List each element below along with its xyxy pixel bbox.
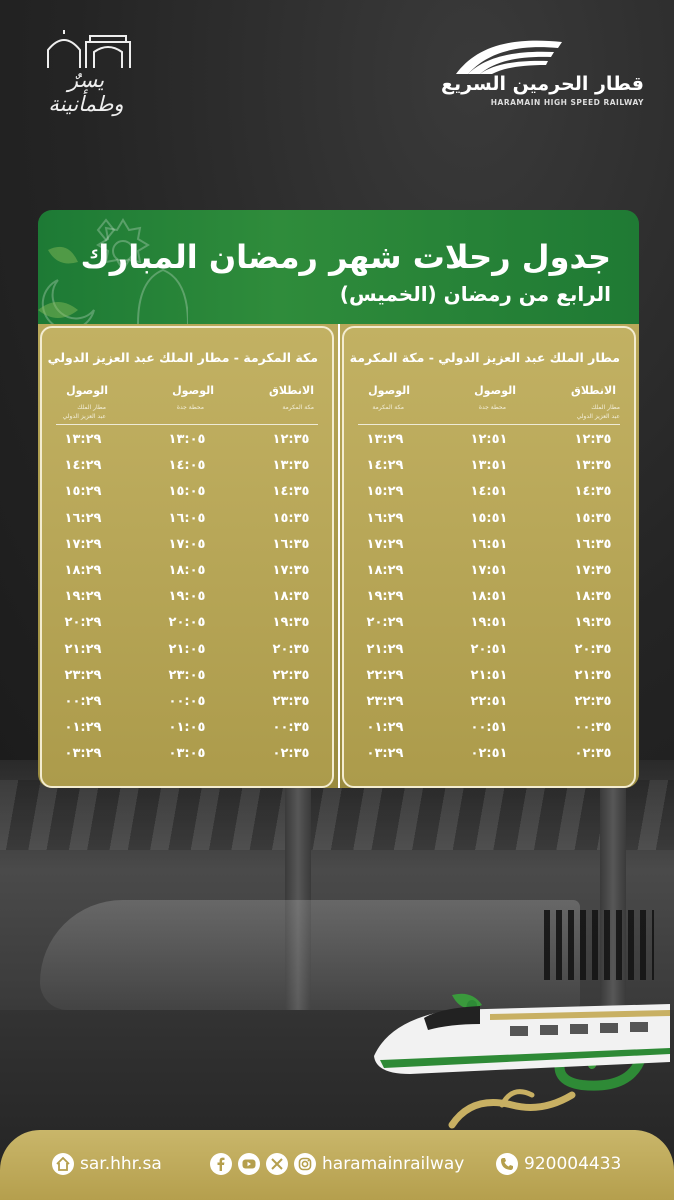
departure-time: ١٢:٣٥ [272,432,310,447]
arrival-time: ١٤:٥١ [470,484,508,500]
departure-time: ١٧:٣٥ [574,563,612,578]
departure-time: ٢٢:٣٥ [272,667,310,683]
departure-time: ١٢:٣٥ [574,432,612,447]
arrival-time: ١٥:٢٩ [64,484,102,500]
arrival-time: ٠٠:٠٥ [168,694,206,709]
column-header-arrival: الوصول [474,384,516,397]
arrival-time: ١٣:٢٩ [366,432,404,447]
arrival-time: ١٨:٥١ [470,589,508,605]
departure-time: ١٨:٣٥ [574,589,612,605]
departure-time: ١٤:٣٥ [272,484,310,500]
brand-name-en: HARAMAIN HIGH SPEED RAILWAY [490,98,644,107]
arrival-time: ١٣:٠٥ [168,432,206,447]
passengers [544,910,654,980]
column-subheader: محطة جدة [176,404,204,411]
departure-time: ٠٠:٣٥ [574,720,612,736]
instagram-icon[interactable] [294,1153,316,1175]
table-row [42,668,332,694]
arrival-time: ٢٣:٢٩ [64,667,102,683]
arrival-time: ٠٣:٢٩ [366,746,404,762]
mosque-dome-icon [34,28,138,72]
arrival-time: ١٦:٥١ [470,536,508,552]
arrival-time: ١٣:٥١ [470,458,508,474]
arrival-time: ١٨:٢٩ [64,563,102,578]
departure-time: ٢١:٣٥ [574,667,612,683]
departure-time: ٢٣:٣٥ [272,694,310,709]
table-row [42,511,332,537]
arrival-time: ١٧:٢٩ [366,536,404,552]
table-row [42,694,332,720]
arrival-time: ١٥:٢٩ [366,484,404,500]
table-row [344,615,634,641]
column-subheader: مطار الملك عبد العزيز الدولي [62,404,106,420]
arrival-time: ٢٠:٢٩ [366,615,404,631]
table-row [42,537,332,563]
table-row [42,432,332,458]
station-roof [0,780,674,850]
train-icon [370,990,674,1090]
departure-time: ٠٢:٣٥ [272,746,310,762]
arrival-time: ٢٣:٢٩ [366,694,404,709]
departure-time: ١٤:٣٥ [574,484,612,500]
timetable-makkah-to-airport [40,326,334,788]
arrival-time: ٢٠:٢٩ [64,615,102,631]
arrival-time: ١٤:٠٥ [168,458,206,474]
arrival-time: ٢٢:٢٩ [366,667,404,683]
arrival-time: ١٧:٥١ [470,563,508,578]
departure-time: ٢٠:٣٥ [272,641,310,657]
home-icon [52,1153,74,1175]
train-logo-icon [454,30,564,76]
arrival-time: ١٥:٠٥ [168,484,206,500]
route-title: مكة المكرمة - مطار الملك عبد العزيز الدولي [47,350,318,365]
arrival-time: ٠١:٢٩ [64,720,102,736]
table-row [344,563,634,589]
table-row [42,720,332,746]
arrival-time: ٢٠:٠٥ [168,615,206,631]
table-row [42,746,332,772]
timetable-airport-to-makkah [342,326,636,788]
schedule-date: الرابع من رمضان (الخميس) [339,282,611,306]
phone-number: 920004433 [524,1154,622,1174]
table-row [42,484,332,510]
column-subheader: مكة المكرمة [282,404,314,411]
arrival-time: ٠٣:٢٩ [64,746,102,762]
arrival-time: ١٩:٢٩ [64,589,102,605]
column-header-arrival: الوصول [172,384,214,397]
arrival-time: ١٨:٢٩ [366,563,404,578]
table-row [344,694,634,720]
arrival-time: ١٨:٠٥ [168,563,206,578]
phone-icon [496,1153,518,1175]
table-row [344,484,634,510]
arrival-time: ١٦:٠٥ [168,510,206,526]
campaign-logo [34,28,138,116]
arrival-time: ١٧:٢٩ [64,536,102,552]
arrival-time: ٢٠:٥١ [470,641,508,657]
table-row [344,432,634,458]
table-row [344,720,634,746]
arrival-time: ١٤:٢٩ [64,458,102,474]
table-row [344,537,634,563]
slogan-text: يسرٌ وطمأنينة [48,68,124,116]
social-links [210,1153,464,1175]
schedule-header [38,210,639,324]
website-link[interactable] [52,1153,162,1175]
arrival-time: ٢١:٢٩ [366,641,404,657]
column-subheader: مطار الملك عبد العزيز الدولي [576,404,620,420]
table-row [42,642,332,668]
arrival-time: ٢٢:٥١ [470,694,508,709]
header-divider [358,424,620,425]
departure-time: ٢٠:٣٥ [574,641,612,657]
table-row [344,511,634,537]
departure-time: ٠٢:٣٥ [574,746,612,762]
arrival-time: ١٩:٠٥ [168,589,206,605]
social-handle[interactable]: haramainrailway [322,1154,465,1174]
table-row [344,668,634,694]
table-row [344,746,634,772]
departure-time: ٠٠:٣٥ [272,720,310,736]
arrival-time: ٠٠:٥١ [470,720,508,736]
arrival-time: ٠١:٢٩ [366,720,404,736]
departure-time: ١٩:٣٥ [272,615,310,631]
arrival-time: ٠٠:٢٩ [64,694,102,709]
column-header-arrival: الوصول [368,384,410,397]
departure-time: ١٦:٣٥ [272,536,310,552]
x-twitter-icon[interactable] [266,1153,288,1175]
arrival-time: ١٣:٢٩ [64,432,102,447]
table-row [344,589,634,615]
column-header-departure: الانطلاق [269,384,314,397]
arrival-time: ٢١:٠٥ [168,641,206,657]
arrival-time: ٠١:٠٥ [168,720,206,736]
column-header-arrival: الوصول [66,384,108,397]
haramain-logo [441,30,644,110]
departure-time: ١٥:٣٥ [272,510,310,526]
arrival-time: ٢١:٢٩ [64,641,102,657]
arrival-time: ١٤:٢٩ [366,458,404,474]
route-title: مطار الملك عبد العزيز الدولي - مكة المكرمة [349,350,620,365]
website-text: sar.hhr.sa [80,1154,162,1174]
table-row [42,458,332,484]
arrival-time: ١٧:٠٥ [168,536,206,552]
table-row [42,589,332,615]
column-subheader: مكة المكرمة [372,404,404,411]
arrival-time: ١٦:٢٩ [366,510,404,526]
arrival-time: ١٩:٢٩ [366,589,404,605]
departure-time: ١٣:٣٥ [272,458,310,474]
departure-time: ١٨:٣٥ [272,589,310,605]
arrival-time: ١٥:٥١ [470,510,508,526]
departure-time: ١٦:٣٥ [574,536,612,552]
arrival-time: ٢١:٥١ [470,667,508,683]
table-row [344,642,634,668]
arrival-time: ٠٣:٠٥ [168,746,206,762]
arrival-time: ١٢:٥١ [470,432,508,447]
column-header-departure: الانطلاق [571,384,616,397]
departure-time: ١٥:٣٥ [574,510,612,526]
phone-link[interactable] [496,1153,621,1175]
schedule-title: جدول رحلات شهر رمضان المبارك [80,238,611,276]
departure-time: ١٧:٣٥ [272,563,310,578]
arrival-time: ٢٣:٠٥ [168,667,206,683]
header-divider [56,424,318,425]
facebook-icon[interactable] [210,1153,232,1175]
brand-name-ar: قطار الحرمين السريع [441,73,644,95]
table-row [42,615,332,641]
arrival-time: ١٩:٥١ [470,615,508,631]
table-row [344,458,634,484]
table-row [42,563,332,589]
arrival-time: ١٦:٢٩ [64,510,102,526]
departure-time: ١٣:٣٥ [574,458,612,474]
youtube-icon[interactable] [238,1153,260,1175]
departure-time: ٢٢:٣٥ [574,694,612,709]
panel-divider [338,324,340,788]
column-subheader: محطة جدة [478,404,506,411]
arrival-time: ٠٢:٥١ [470,746,508,762]
departure-time: ١٩:٣٥ [574,615,612,631]
